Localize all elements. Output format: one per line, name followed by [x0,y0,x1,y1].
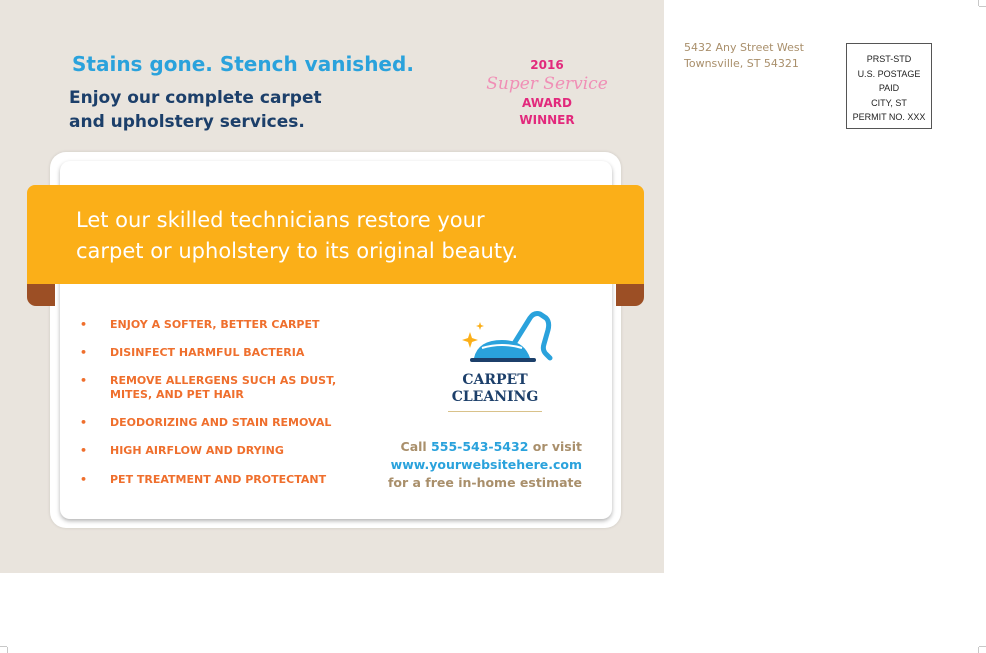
crop-mark [0,646,7,647]
ribbon-tail-right [616,284,644,306]
crop-mark [979,646,986,647]
feature-item [80,473,336,487]
ribbon-line: Let our skilled technicians restore your [76,208,485,232]
feature-item [80,416,336,430]
award-badge [480,57,614,129]
cta-call-label: Call [400,439,432,454]
vacuum-base [470,358,536,362]
sparkle-small [476,322,484,330]
cta-call-row [380,438,582,456]
postage-line: U.S. POSTAGE [857,68,921,79]
feature-text: • PET TREATMENT AND PROTECTANT [110,473,327,486]
vacuum-head [474,340,530,358]
cta-website[interactable]: www.yourwebsitehere.com [390,457,582,472]
call-to-action [380,438,582,492]
feature-text: • DEODORIZING AND STAIN REMOVAL [110,416,332,429]
vacuum-cleaner-icon [458,310,558,368]
logo-line: CLEANING [451,389,539,405]
ribbon-line: carpet or upholstery to its original beauty. [76,239,519,263]
cta-or-visit: or visit [528,439,582,454]
award-line: WINNER [519,113,575,127]
crop-mark [978,647,979,653]
postage-indicia [846,43,932,129]
award-line: AWARD [522,96,572,110]
ribbon-message [76,205,518,267]
crop-mark [979,6,986,7]
subheadline-line: Enjoy our complete carpet [69,88,322,108]
feature-item [80,318,336,332]
feature-text: MITES, AND PET HAIR [110,388,244,401]
sparkle-large [462,332,478,348]
feature-text: • REMOVE ALLERGENS SUCH AS DUST, [110,374,337,387]
headline: Stains gone. Stench vanished. [72,52,414,76]
feature-text: • HIGH AIRFLOW AND DRYING [110,444,284,457]
feature-text: • DISINFECT HARMFUL BACTERIA [110,346,305,359]
logo-line: CARPET [462,372,528,388]
postage-line: PAID [878,83,900,93]
postage-line: PERMIT NO. XXX [852,112,926,122]
crop-mark [7,647,8,653]
logo-wordmark [440,372,550,406]
cta-estimate: for a free in-home estimate [387,475,582,490]
cta-phone[interactable]: 555-543-5432 [431,439,529,454]
address-line: Townsville, ST 54321 [684,57,799,70]
feature-item [80,444,336,458]
subheadline [69,86,322,134]
postage-line: CITY, ST [871,97,907,108]
logo-underline [448,411,542,412]
feature-text: • ENJOY A SOFTER, BETTER CARPET [110,318,320,331]
return-address [684,40,804,72]
ribbon-tail-left [27,284,55,306]
award-script-title: Super Service [486,74,608,94]
feature-list [80,318,336,487]
award-year: 2016 [530,58,564,72]
subheadline-line: and upholstery services. [69,112,305,132]
feature-item [80,374,336,402]
feature-item [80,346,336,360]
postage-line: PRST-STD [866,54,912,64]
address-line: 5432 Any Street West [684,41,804,54]
